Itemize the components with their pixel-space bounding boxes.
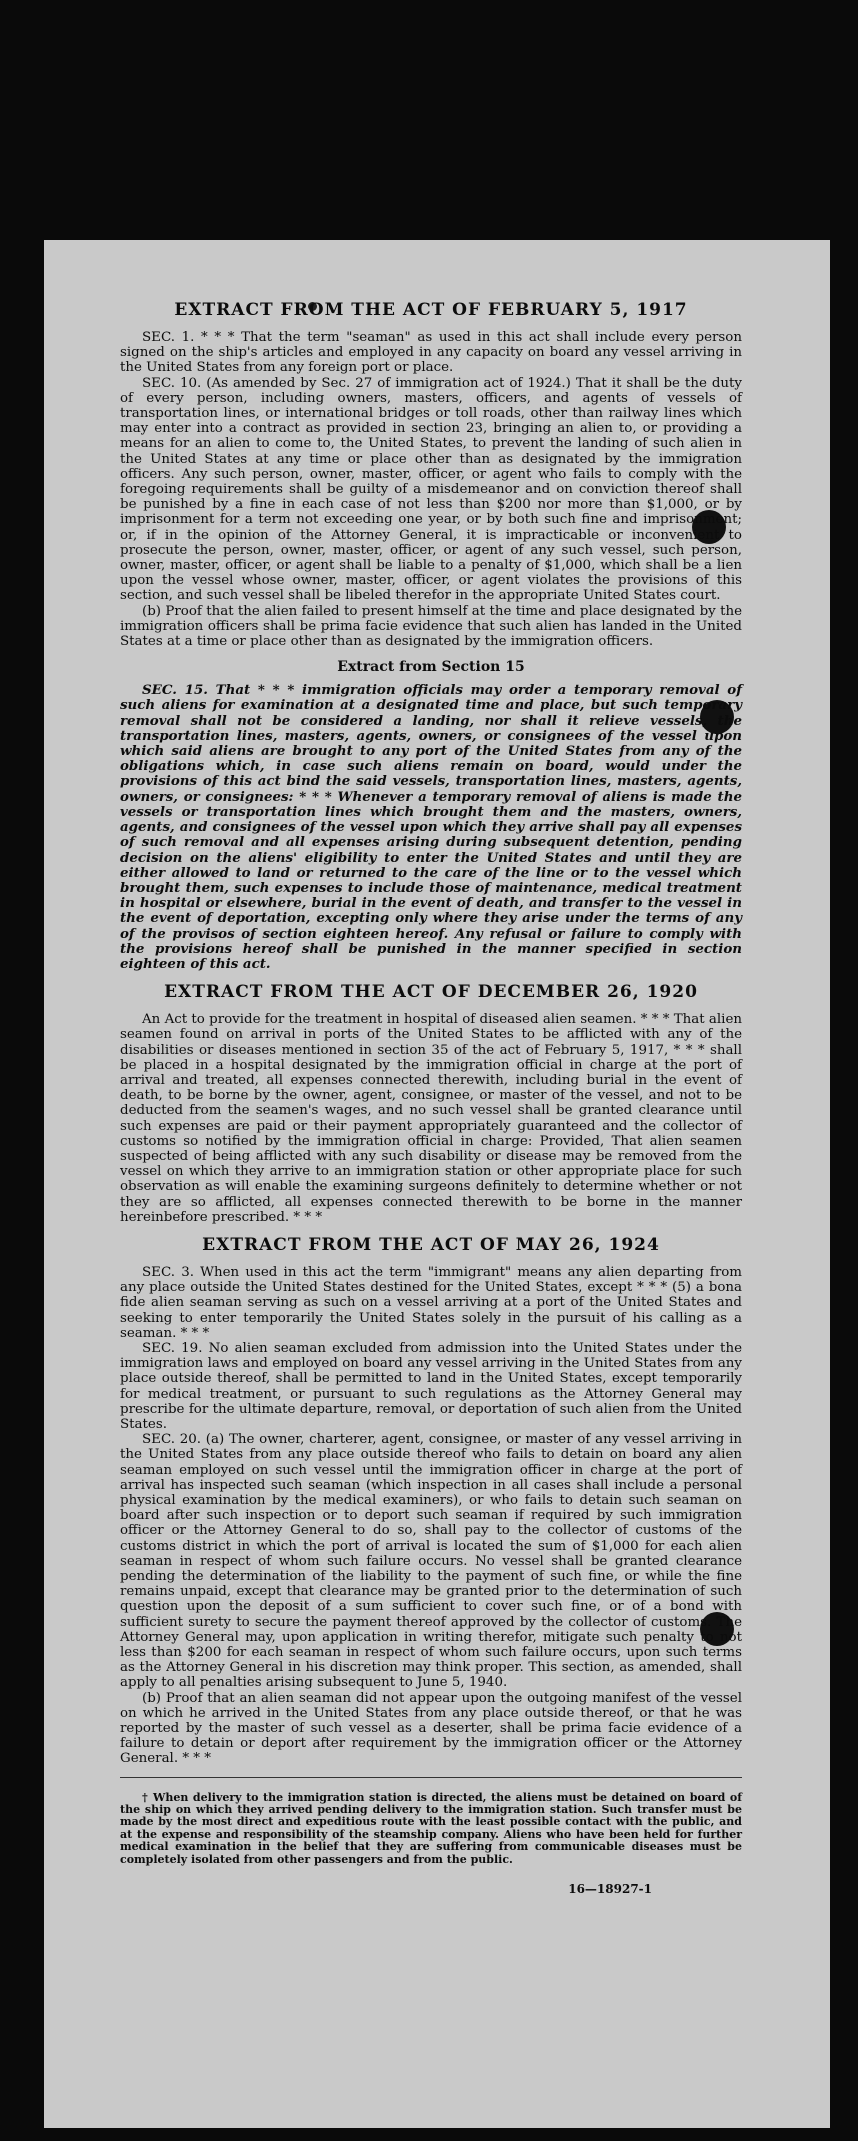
footnote: † When delivery to the immigration station is directed, the aliens must be detained on board of the ship on which they arrived pending delivery to the immigration station. Such transfer must be made by the most direct and expeditious route with the least possible contact with the public, and at the expense and responsibility of the steamship company. Aliens who have been held for further medical examination in the belief that they are suffering from communicable diseases must be completely isolated from other passengers and from the public.: [120, 1790, 742, 1866]
section-20b: (b) Proof that an alien seaman did not appear upon the outgoing manifest of the vessel on which he arrived in the United States from any place outside thereof, or that he was reported by the master of such vessel as a deserter, shall be prima facie evidence of a failure to detain or deport after requirement by the immigration officer or the Attorney General. * * *: [120, 1690, 742, 1767]
section-3: SEC. 3. When used in this act the term "immigrant" means any alien departing from any place outside the United States destined for the United States, except * * * (5) a bona fide alien seaman serving as such on a vessel arriving at a port of the United States and seeking to enter temporarily the United States solely in the pursuit of his calling as a seaman. * * *: [120, 1264, 742, 1341]
section-20: SEC. 20. (a) The owner, charterer, agent, consignee, or master of any vessel arriving in the United States from any place outside thereof who fails to detain on board any alien seaman employed on such vessel until the immigration officer in charge at the port of arrival has inspected such seaman (which inspection in all cases shall include a personal physical examination by the medical examiners), or who fails to detain such seaman on board after such inspection or to deport such seaman if required by such immigration officer or the Attorney General to do so, shall pay to the collector of customs of the customs district in which the port of arrival is located the sum of $1,000 for each alien seaman in respect of whom such failure occurs. No vessel shall be granted clearance pending the determination of the liability to the payment of such fine, or while the fine remains unpaid, except that clearance may be granted prior to the determination of such question upon the deposit of a sum sufficient to cover such fine, or of a bond with sufficient surety to secure the payment thereof approved by the collector of customs. The Attorney General may, upon application in writing therefor, mitigate such penalty to not less than $200 for each seaman in respect of whom such failure occurs, upon such terms as the Attorney General in his discretion may think proper. This section, as amended, shall apply to all penalties arising subsequent to June 5, 1940.: [120, 1432, 742, 1691]
heading-act-1917: EXTRACT FROM THE ACT OF FEBRUARY 5, 1917: [174, 300, 688, 320]
section-10: SEC. 10. (As amended by Sec. 27 of immigration act of 1924.) That it shall be the duty of every person, including owners, masters, officers, and agents of vessels of transportation lines, or international bridges or toll roads, other than railway lines which may enter into a contract as provided in section 23, bringing an alien to, or providing a means for an alien to come to, the United States, to prevent the landing of such alien in the United States at any time or place other than as designated by the immigration officers. Any such person, owner, master, officer, or agent who fails to comply with the foregoing requirements shall be guilty of a misdemeanor and on conviction thereof shall be punished by a fine in each case of not less than $200 nor more than $1,000, or by imprisonment for a term not exceeding one year, or by both such fine and imprisonment; or, if in the opinion of the Attorney General, it is impracticable or inconvenient to prosecute the person, owner, master, officer, or agent of any such vessel, such person, owner, master, officer, or agent shall be liable to a penalty of $1,000, which shall be a lien upon the vessel whose owner, master, officer, or agent violates the provisions of this section, and such vessel shall be libeled therefor in the appropriate United States court.: [120, 375, 742, 604]
section-15: SEC. 15. That * * * immigration officials may order a temporary removal of such aliens for examination at a designated time and place, but such temporary removal shall not be considered a landing, nor shall it relieve vessels, the transportation lines, masters, agents, owners, or consignees of the vessel upon which said aliens are brought to any port of the United States from any of the obligations which, in case such aliens remain on board, would under the provisions of this act bind the said vessels, transportation lines, masters, agents, owners, or consignees: * * * Whenever a temporary removal of aliens is made the vessels or transportation lines which brought them and the masters, owners, agents, and consignees of the vessel upon which they arrive shall pay all expenses of such removal and all expenses arising during subsequent detention, pending decision on the aliens' eligibility to enter the United States and until they are either allowed to land or returned to the care of the line or to the vessel which brought them, such expenses to include those of maintenance, medical treatment in hospital or elsewhere, burial in the event of death, and transfer to the vessel in the event of deportation, excepting only where they arise under the terms of any of the provisos of section eighteen hereof. Any refusal or failure to comply with the provisions hereof shall be punished in the manner specified in section eighteen of this act.: [120, 682, 742, 972]
heading-section-15: Extract from Section 15: [337, 659, 525, 676]
act-1920-text: An Act to provide for the treatment in hospital of diseased alien seamen. * * * That alien seamen found on arrival in ports of the United States to be afflicted with any of the disabilities or diseases mentioned in section 35 of the act of February 5, 1917, * * * shall be placed in a hospital designated by the immigration official in charge at the port of arrival and treated, all expenses connected therewith, including burial in the event of death, to be borne by the owner, agent, consignee, or master of the vessel, and not to be deducted from the seamen's wages, and no such vessel shall be granted clearance until such expenses are paid or their payment appropriately guaranteed and the collector of customs so notified by the immigration official in charge: Provided, That alien seamen suspected of being afflicted with any such disability or disease may be removed from the vessel on which they arrive to an immigration station or other appropriate place for such observation as will enable the examining surgeons definitely to determine whether or not they are so afflicted, all expenses connected therewith to be borne in the manner hereinbefore prescribed. * * *: [120, 1012, 742, 1225]
form-number: 16—18927-1: [568, 1882, 652, 1897]
section-10b: (b) Proof that the alien failed to present himself at the time and place designated by the immigration officers shall be prima facie evidence that such alien has landed in the United States at a time or place other than as designated by the immigration officers.: [120, 603, 742, 650]
divider: [120, 1777, 742, 1778]
section-1: SEC. 1. * * * That the term "seaman" as used in this act shall include every person signed on the ship's articles and employed in any capacity on board any vessel arriving in the United States from any foreign port or place.: [120, 330, 742, 376]
document-body: [120, 300, 742, 2070]
heading-act-1920: EXTRACT FROM THE ACT OF DECEMBER 26, 1920: [164, 982, 698, 1003]
heading-act-1924: EXTRACT FROM THE ACT OF MAY 26, 1924: [202, 1234, 660, 1255]
section-19: SEC. 19. No alien seaman excluded from admission into the United States under the immigration laws and employed on board any vessel arriving in the United States from any place outside thereof, shall be permitted to land in the United States, except temporarily for medical treatment, or pursuant to such regulations as the Attorney General may prescribe for the ultimate departure, removal, or deportation of such alien from the United States.: [120, 1340, 742, 1432]
